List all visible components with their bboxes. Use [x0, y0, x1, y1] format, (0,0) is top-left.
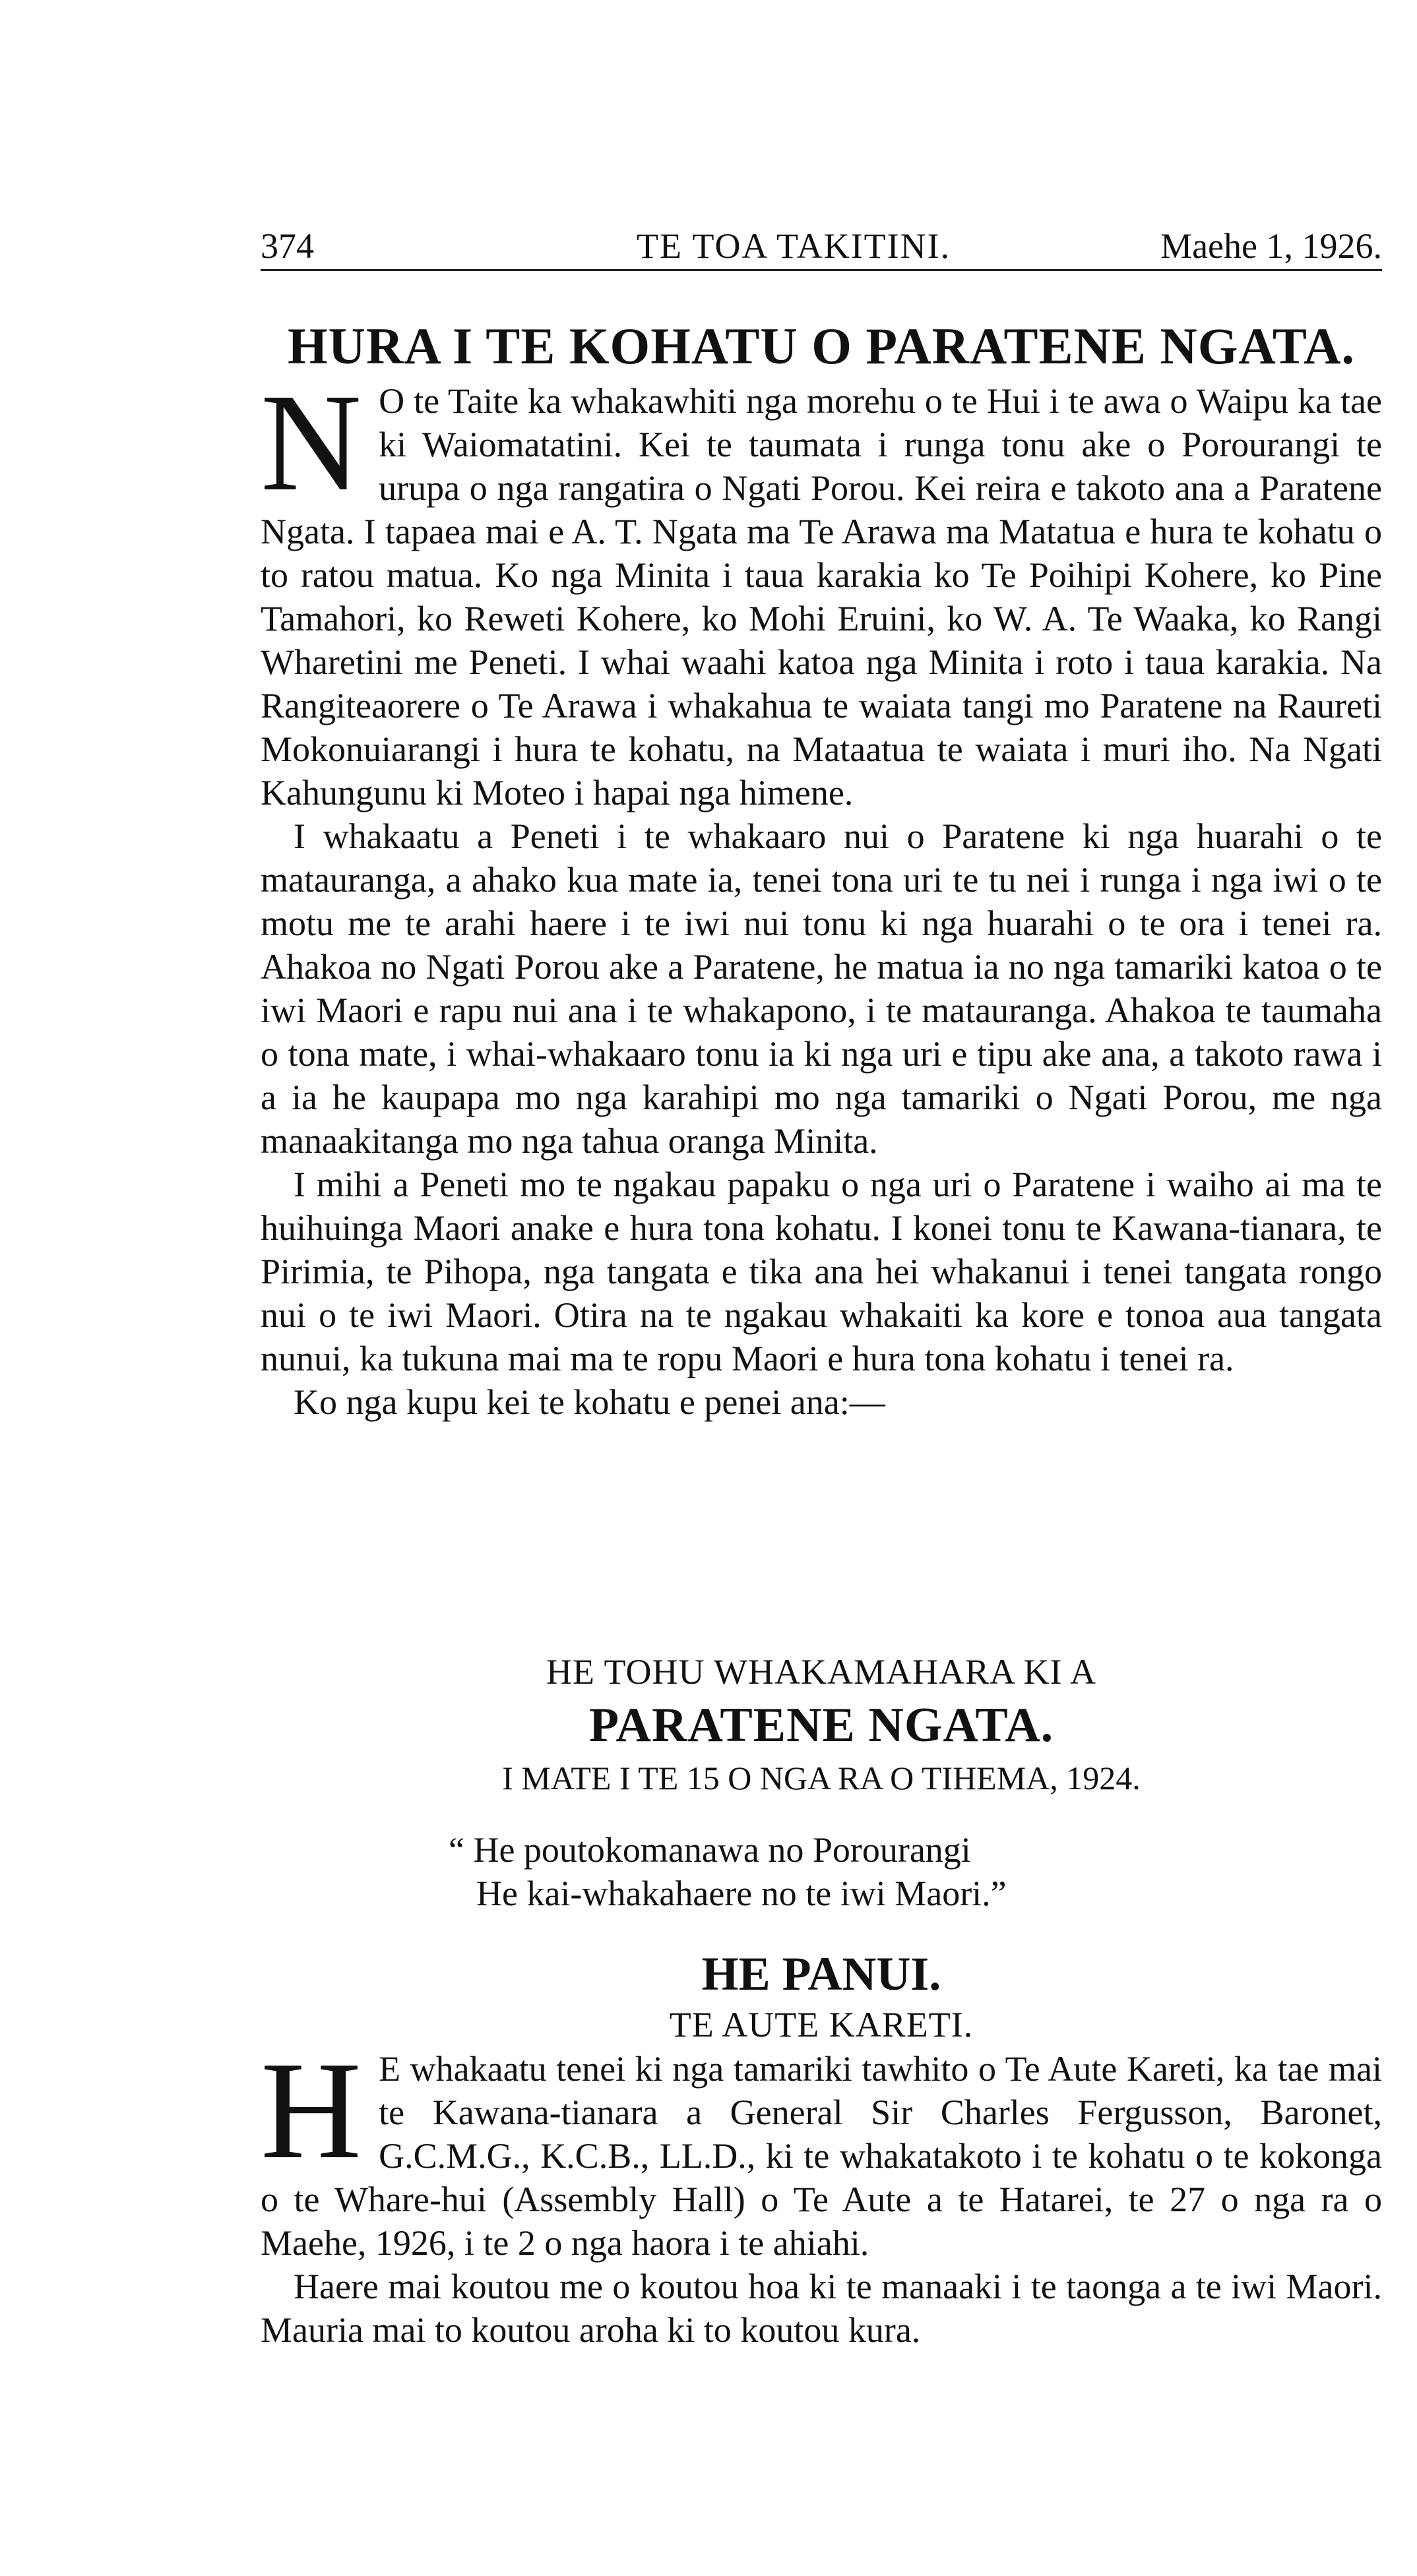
- article-title: HURA I TE KOHATU O PARATENE NGATA.: [288, 317, 1355, 375]
- article-paragraph: I mihi a Peneti mo te ngakau papaku o nga uri o Paratene i waiho ai ma te huihuinga Maori anake e hura tona kohatu. I konei tonu te Kawana-tianara, te Pirimia, te Pihopa, nga tangata e tika ana hei whakanui i tenei tangata rongo nui o te iwi Maori. Otira na te ngakau whakaiti ka kore e tonoa aua tangata nunui, ka tukuna mai ma te ropu Maori e hura tona kohatu i tenei ra.: [261, 1165, 1382, 1378]
- page-number: 374: [261, 226, 314, 266]
- notice-paragraph: Haere mai koutou me o koutou hoa ki te manaaki i te taonga a te iwi Maori. Mauria mai to koutou aroha ki to koutou kura.: [261, 2267, 1382, 2350]
- inscription-name: PARATENE NGATA.: [588, 1698, 1054, 1752]
- issue-date: Maehe 1, 1926.: [1160, 226, 1382, 266]
- inscription-intro: Ko nga kupu kei te kohatu e penei ana:—: [294, 1382, 885, 1422]
- article-body: [261, 365, 1382, 1424]
- notice-subtitle: TE AUTE KARETI.: [669, 2005, 974, 2044]
- inscription-date: I MATE I TE 15 O NGA RA O TIHEMA, 1924.: [502, 1760, 1141, 1796]
- drop-cap: N: [261, 365, 362, 520]
- inscription-quote: He kai-whakahaere no te iwi Maori.”: [476, 1874, 1007, 1913]
- inscription-quote: “ He poutokomanawa no Porourangi: [449, 1830, 971, 1870]
- page-header: [261, 223, 1382, 271]
- notice-body: [261, 2033, 1382, 2352]
- notice-title: HE PANUI.: [701, 1947, 941, 2000]
- article-paragraph: N O te Taite ka whakawhiti nga morehu o te Hui i te awa o Waipu ka tae ki Waiomatatini. Kei te taumata i runga tonu ake o Porourangi te urupa o nga rangatira o Ngati Porou. Kei reira e takoto ana a Paratene Ngata. I tapaea mai e A. T. Ngata ma Te Arawa ma Matatua e hura te kohatu o to ratou matua. Ko nga Minita i taua karakia ko Te Poihipi Kohere, ko Pine Tamahori, ko Reweti Kohere, ko Mohi Eruini, ko W. A. Te Waaka, ko Rangi Wharetini me Peneti. I whai waahi katoa nga Minita i roto i taua karakia. Na Rangiteaorere o Te Arawa i whakahua te waiata tangi mo Paratene na Raureti Mokonuiarangi i hura te kohatu, na Mataatua te waiata i muri iho. Na Ngati Kahungunu ki Moteo i hapai nga himene.: [261, 365, 1382, 813]
- notice-paragraph: H E whakaatu tenei ki nga tamariki tawhito o Te Aute Kareti, ka tae mai te Kawana-tianara a General Sir Charles Fergusson, Baronet, G.C.M.G., K.C.B., LL.D., ki te whakatakoto i te kohatu o te kokonga o te Whare-hui (Assembly Hall) o Te Aute a te Hatarei, te 27 o nga ra o Maehe, 1926, i te 2 o nga haora i te ahiahi.: [261, 2033, 1382, 2263]
- drop-cap: H: [261, 2033, 362, 2188]
- article-paragraph: I whakaatu a Peneti i te whakaaro nui o Paratene ki nga huarahi o te matauranga, a ahako kua mate ia, tenei tona uri te tu nei i runga i nga iwi o te motu me te arahi haere i te iwi nui tonu ki nga huarahi o te ora i tenei ra. Ahakoa no Ngati Porou ake a Paratene, he matua ia no nga tamariki katoa o te iwi Maori e rapu nui ana i te whakapono, i te matauranga. Ahakoa te taumaha o tona mate, i whai-whakaaro tonu ia ki nga uri e tipu ake ana, a takoto rawa i a ia he kaupapa mo nga karahipi mo nga tamariki o Ngati Porou, me nga manaakitanga mo nga tahua oranga Minita.: [261, 816, 1382, 1161]
- inscription-line: HE TOHU WHAKAMAHARA KI A: [546, 1652, 1097, 1692]
- running-title: TE TOA TAKITINI.: [637, 226, 951, 266]
